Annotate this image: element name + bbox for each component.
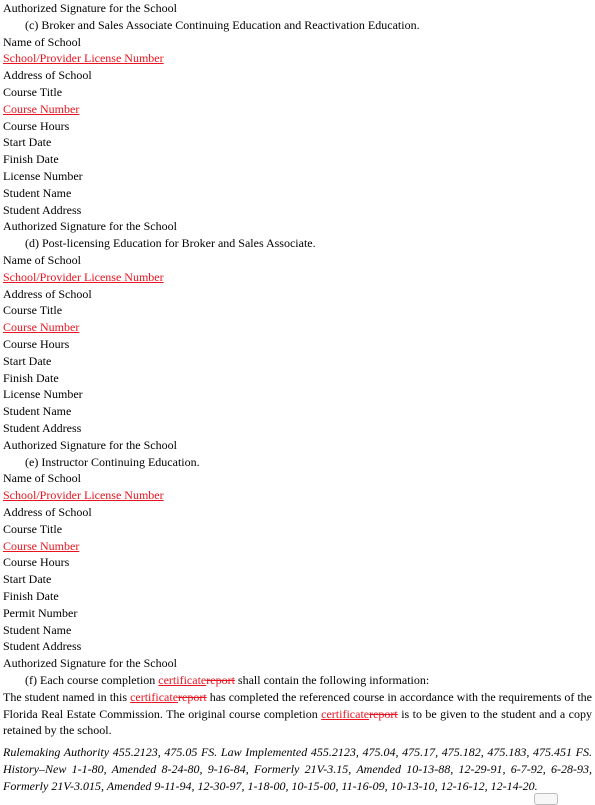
field-course-title: Course Title xyxy=(3,521,63,536)
field-address-of-school: Address of School xyxy=(3,68,92,83)
field-authorized-signature: Authorized Signature for the School xyxy=(3,219,177,234)
inserted-word: certificate xyxy=(321,706,370,721)
field-name-of-school: Name of School xyxy=(3,471,81,486)
field-student-name: Student Name xyxy=(3,185,72,200)
field-student-name: Student Name xyxy=(3,404,72,419)
field-address-of-school: Address of School xyxy=(3,286,92,301)
field-course-number: Course Number xyxy=(3,101,80,116)
field-course-hours: Course Hours xyxy=(3,118,70,133)
statement-text: is to be given to the student and a copy retained by the school. xyxy=(3,706,592,738)
statement-text: The student named in this xyxy=(3,689,131,704)
rulemaking-authority: Rulemaking Authority 455.2123, 475.05 FS. Law Implemented 455.2123, 475.04, 475.17, 475.182, 475.183, 475.451 FS. xyxy=(3,745,592,759)
field-course-hours: Course Hours xyxy=(3,337,70,351)
field-course-number: Course Number xyxy=(3,538,80,553)
field-finish-date: Finish Date xyxy=(3,589,59,603)
field-name-of-school: Name of School xyxy=(3,34,81,49)
field-authorized-signature: Authorized Signature for the School xyxy=(3,1,177,15)
field-finish-date: Finish Date xyxy=(3,152,59,167)
section-c-heading: (c) Broker and Sales Associate Continuing Education and Reactivation Education. xyxy=(25,17,420,32)
field-name-of-school: Name of School xyxy=(3,253,81,267)
section-d-heading: (d) Post-licensing Education for Broker and Sales Associate. xyxy=(25,236,316,251)
rule-history: History–New 1-1-80, Amended 8-24-80, 9-16-84, Formerly 21V-3.15, Amended 10-13-88, 12-29-91, 6-7-92, 6-28-93, xyxy=(3,761,592,776)
statement-text: has completed the referenced course in accordance with the requirements of the Florida Real Estate Commission. The original course completion xyxy=(3,689,593,721)
page-tab-handle[interactable] xyxy=(534,793,558,805)
field-authorized-signature: Authorized Signature for the School xyxy=(3,437,177,452)
section-f-paragraph xyxy=(3,672,592,689)
field-license-number: License Number xyxy=(3,169,83,183)
deleted-word: report xyxy=(369,706,398,721)
field-permit-number: Permit Number xyxy=(3,605,78,620)
field-start-date: Start Date xyxy=(3,353,52,368)
field-school-provider-license-number: School/Provider License Number xyxy=(3,51,164,66)
section-f-text: (f) Each course completion xyxy=(25,673,159,687)
field-course-hours: Course Hours xyxy=(3,555,70,570)
field-student-address: Student Address xyxy=(3,202,82,217)
section-e-heading: (e) Instructor Continuing Education. xyxy=(25,454,200,469)
deleted-word: report xyxy=(178,689,207,704)
section-f-text: shall contain the following information: xyxy=(234,673,430,687)
field-course-number: Course Number xyxy=(3,320,80,335)
field-license-number: License Number xyxy=(3,387,83,402)
field-student-address: Student Address xyxy=(3,639,82,654)
field-course-title: Course Title xyxy=(3,303,63,318)
field-authorized-signature: Authorized Signature for the School xyxy=(3,656,177,671)
field-finish-date: Finish Date xyxy=(3,370,59,385)
field-course-title: Course Title xyxy=(3,85,63,99)
field-start-date: Start Date xyxy=(3,135,52,150)
field-student-address: Student Address xyxy=(3,421,82,435)
completion-statement xyxy=(3,689,592,739)
deleted-word: report xyxy=(206,673,235,687)
field-address-of-school: Address of School xyxy=(3,505,92,519)
field-student-name: Student Name xyxy=(3,622,72,637)
field-start-date: Start Date xyxy=(3,572,52,587)
inserted-word: certificate xyxy=(158,673,207,687)
rule-history-continued: Formerly 21V-3.015, Amended 9-11-94, 12-30-97, 1-18-00, 10-15-00, 11-16-09, 10-13-10, 12-16-12, 12-14-20. xyxy=(3,778,538,793)
field-school-provider-license-number: School/Provider License Number xyxy=(3,488,164,503)
field-school-provider-license-number: School/Provider License Number xyxy=(3,269,164,284)
inserted-word: certificate xyxy=(130,689,179,704)
